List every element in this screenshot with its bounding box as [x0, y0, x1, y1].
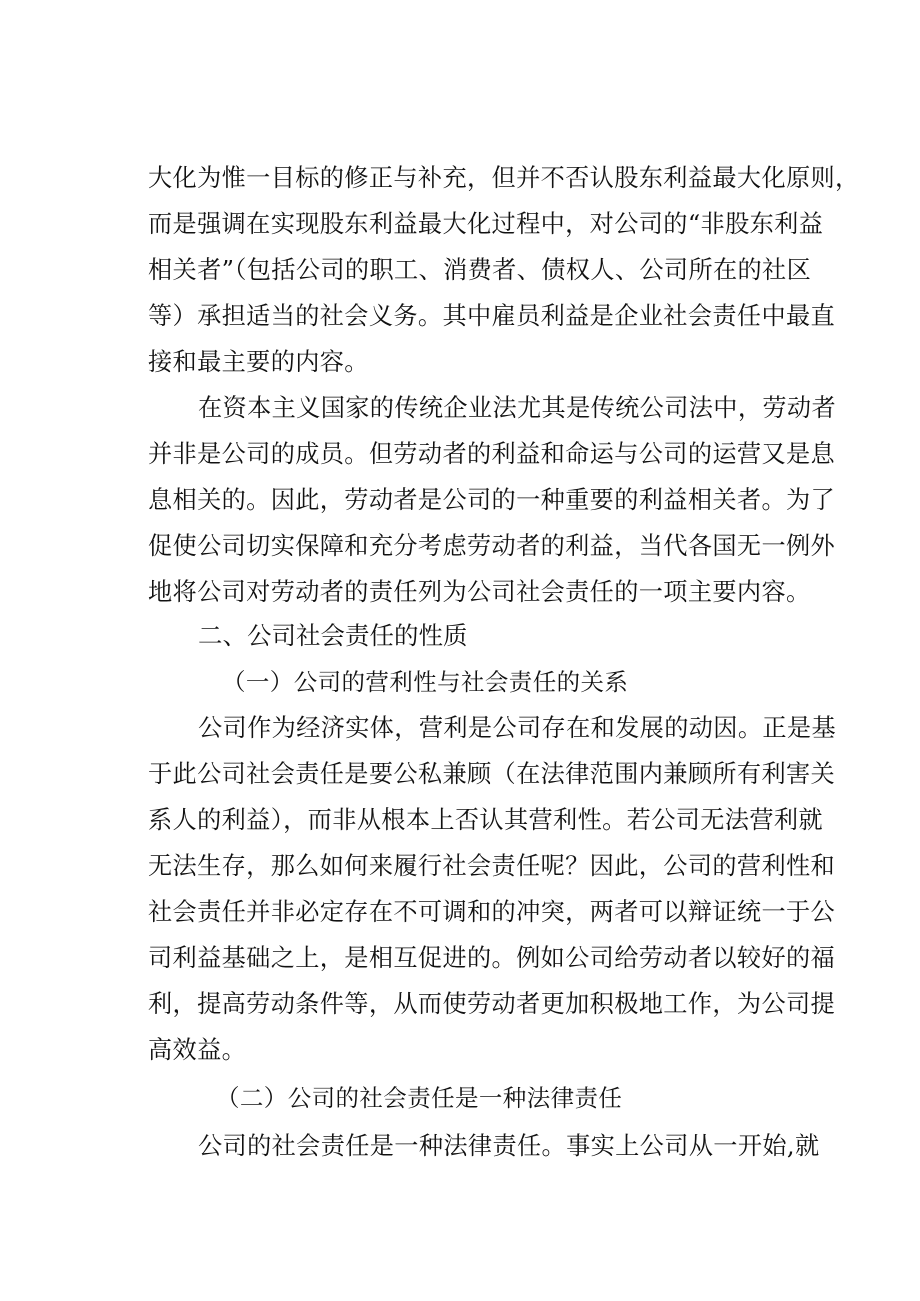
paragraph-2-line-2: 并非是公司的成员。但劳动者的利益和命运与公司的运营又是息: [148, 440, 836, 468]
paragraph-2-line-4: 促使公司切实保障和充分考虑劳动者的利益，当代各国无一例外: [148, 532, 836, 560]
paragraph-3-line-7: 利，提高劳动条件等，从而使劳动者更加积极地工作，为公司提: [148, 990, 836, 1018]
section-heading: 二、公司社会责任的性质: [198, 621, 468, 650]
paragraph-1-line-5: 接和最主要的内容。: [148, 348, 369, 376]
paragraph-3-line-5: 社会责任并非必定存在不可调和的冲突，两者可以辩证统一于公: [148, 898, 836, 926]
paragraph-1-line-4: 等）承担适当的社会义务。其中雇员利益是企业社会责任中最直: [148, 302, 836, 330]
paragraph-3-line-8: 高效益。: [148, 1036, 247, 1064]
paragraph-2-line-3: 息相关的。因此，劳动者是公司的一种重要的利益相关者。为了: [148, 486, 836, 514]
paragraph-3-line-3: 系人的利益），而非从根本上否认其营利性。若公司无法营利就: [148, 806, 823, 834]
paragraph-1-line-1: 大化为惟一目标的修正与补充，但并不否认股东利益最大化原则，: [148, 164, 860, 192]
subheading-1: （一）公司的营利性与社会责任的关系: [222, 668, 629, 696]
paragraph-4-line-1: 公司的社会责任是一种法律责任。事实上公司从一开始,就: [198, 1132, 820, 1160]
paragraph-3-line-2: 于此公司社会责任是要公私兼顾（在法律范围内兼顾所有利害关: [148, 760, 836, 788]
paragraph-2-line-5: 地将公司对劳动者的责任列为公司社会责任的一项主要内容。: [148, 578, 811, 606]
paragraph-3-line-6: 司利益基础之上，是相互促进的。例如公司给劳动者以较好的福: [148, 944, 836, 972]
paragraph-1-line-3: 相关者”（包括公司的职工、消费者、债权人、公司所在的社区: [148, 256, 812, 284]
paragraph-2-line-1: 在资本主义国家的传统企业法尤其是传统公司法中，劳动者: [198, 394, 836, 422]
paragraph-3-line-4: 无法生存，那么如何来履行社会责任呢？因此，公司的营利性和: [148, 852, 836, 880]
subheading-2: （二）公司的社会责任是一种法律责任: [216, 1084, 623, 1112]
paragraph-1-line-2: 而是强调在实现股东利益最大化过程中，对公司的“非股东利益: [148, 210, 824, 238]
paragraph-3-line-1: 公司作为经济实体，营利是公司存在和发展的动因。正是基: [198, 714, 836, 742]
